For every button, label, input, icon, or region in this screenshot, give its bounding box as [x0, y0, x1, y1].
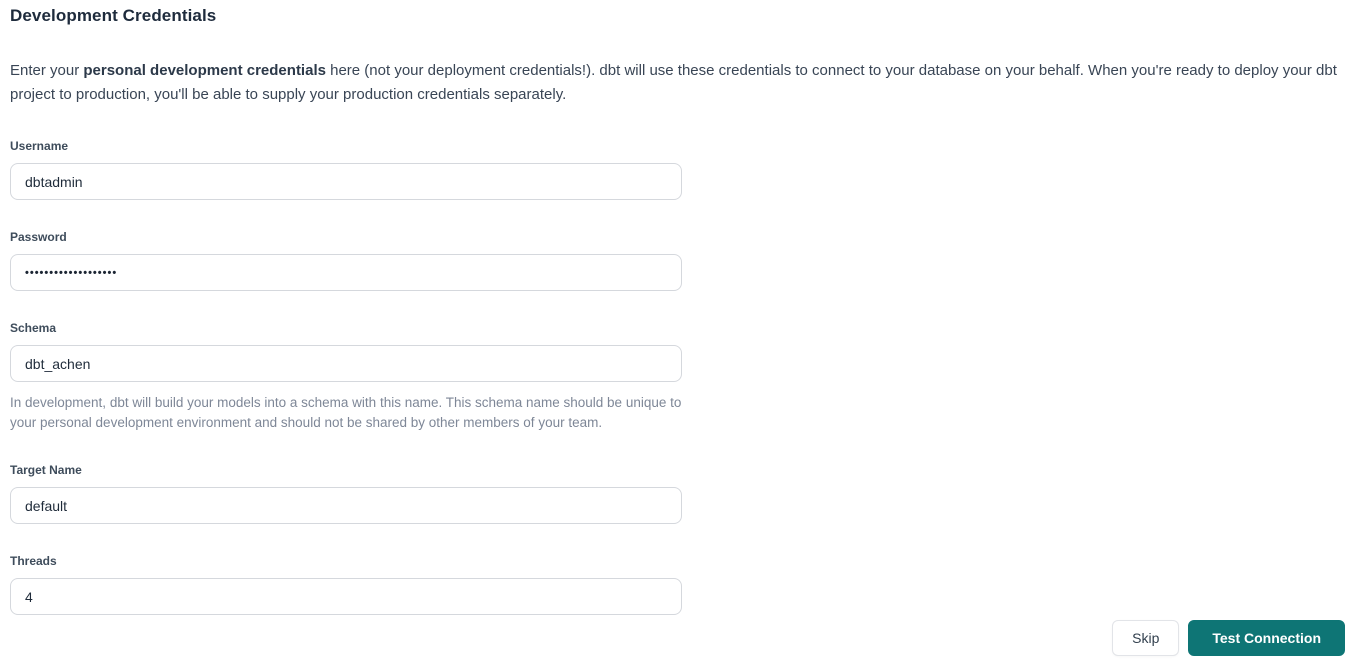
target-name-input[interactable] — [10, 487, 682, 524]
threads-input[interactable] — [10, 578, 682, 615]
schema-field-group — [10, 321, 1345, 433]
schema-label: Schema — [10, 321, 57, 335]
page-title: Development Credentials — [10, 6, 217, 25]
username-label: Username — [10, 139, 69, 153]
username-field-group — [10, 139, 1345, 200]
intro-text-prefix: Enter your — [10, 62, 84, 79]
test-connection-button[interactable]: Test Connection — [1188, 620, 1345, 656]
schema-input[interactable] — [10, 345, 682, 382]
skip-button[interactable]: Skip — [1112, 620, 1179, 656]
threads-label: Threads — [10, 554, 57, 568]
threads-field-group — [10, 554, 1345, 615]
intro-text-bold: personal development credentials — [83, 62, 326, 79]
schema-helper-text: In development, dbt will build your models into a schema with this name. This schema name should be unique to your personal development environment and should not be shared by other members of your team. — [10, 395, 682, 430]
intro-paragraph — [10, 59, 1340, 107]
target-name-label: Target Name — [10, 463, 82, 477]
credentials-form — [10, 139, 1345, 615]
password-field-group — [10, 230, 1345, 291]
username-input[interactable] — [10, 163, 682, 200]
password-input[interactable] — [10, 254, 682, 291]
footer-actions — [1112, 620, 1345, 656]
intro-text-suffix: here (not your deployment credentials!). dbt will use these credentials to connect to your database on your behalf. When you're ready to deploy your dbt project to production, you'll be able to supply your production credentials separately. — [10, 62, 1337, 103]
target-name-field-group — [10, 463, 1345, 524]
password-label: Password — [10, 230, 67, 244]
